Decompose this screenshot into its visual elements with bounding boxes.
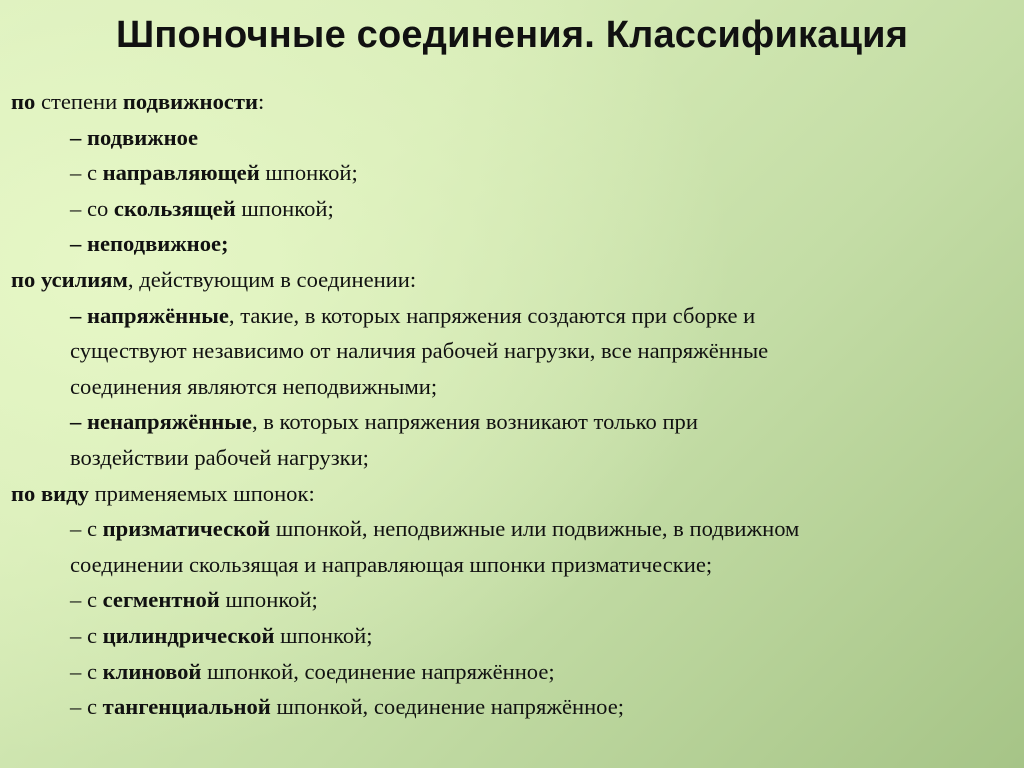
list-item bbox=[11, 511, 1016, 547]
text-run: шпонкой, соединение напряжённое; bbox=[270, 694, 625, 720]
bold-text: – напряжённые bbox=[70, 302, 229, 328]
slide-title: Шпоночные соединения. Классификация bbox=[115, 14, 909, 56]
text-run: воздействии рабочей нагрузки; bbox=[70, 444, 369, 470]
bold-text: подвижности bbox=[122, 89, 259, 114]
bold-text: по виду bbox=[11, 480, 89, 506]
list-item bbox=[11, 120, 1016, 156]
bold-text: тангенциальной bbox=[102, 694, 271, 720]
text-run: – с bbox=[70, 622, 103, 648]
classification-list bbox=[11, 84, 1016, 725]
text-run: – с bbox=[70, 658, 103, 684]
text-run: , такие, в которых напряжения создаются при сборке и bbox=[228, 302, 756, 328]
bold-text: – неподвижное; bbox=[70, 231, 229, 257]
text-run: – со bbox=[70, 195, 114, 221]
text-run: , действующим в соединении: bbox=[127, 266, 417, 292]
text-run: существуют независимо от наличия рабочей нагрузки, все напряжённые bbox=[70, 338, 769, 364]
bold-text: призматической bbox=[102, 516, 271, 542]
text-run: шпонкой; bbox=[235, 195, 334, 221]
text-run: – с bbox=[70, 587, 103, 613]
text-run: шпонкой; bbox=[274, 622, 373, 648]
bold-text: сегментной bbox=[102, 587, 220, 613]
list-item bbox=[11, 618, 1016, 654]
text-run: применяемых шпонок: bbox=[88, 480, 315, 506]
bold-text: по bbox=[11, 89, 36, 114]
list-item bbox=[11, 689, 1016, 725]
list-item bbox=[11, 404, 1016, 440]
text-run: соединении скользящая и направляющая шпонки призматические; bbox=[70, 551, 713, 577]
text-run: степени bbox=[35, 89, 123, 114]
text-run: шпонкой, соединение напряжённое; bbox=[201, 658, 555, 684]
bold-text: – ненапряжённые bbox=[70, 409, 252, 435]
bold-text: по усилиям bbox=[11, 266, 128, 292]
list-item bbox=[11, 191, 1016, 227]
bold-text: цилиндрической bbox=[102, 622, 275, 648]
text-run: шпонкой; bbox=[219, 587, 318, 613]
category-heading bbox=[11, 262, 1016, 298]
text-run: соединения являются неподвижными; bbox=[70, 373, 438, 399]
list-item bbox=[11, 369, 1016, 405]
category-heading bbox=[11, 84, 1016, 120]
list-item bbox=[11, 333, 1016, 369]
text-run: , в которых напряжения возникают только при bbox=[251, 409, 698, 435]
bold-text: – подвижное bbox=[70, 124, 198, 150]
list-item bbox=[11, 654, 1016, 690]
list-item bbox=[11, 582, 1016, 618]
bold-text: клиновой bbox=[102, 658, 202, 684]
text-run: – с bbox=[70, 516, 103, 542]
text-run: : bbox=[258, 89, 265, 114]
text-run: – с bbox=[70, 694, 103, 720]
bold-text: направляющей bbox=[102, 160, 260, 186]
list-item bbox=[11, 226, 1016, 262]
text-run: шпонкой; bbox=[259, 160, 358, 186]
list-item bbox=[11, 155, 1016, 191]
text-run: шпонкой, неподвижные или подвижные, в подвижном bbox=[270, 516, 800, 542]
bold-text: скользящей bbox=[113, 195, 236, 221]
category-heading bbox=[11, 476, 1016, 512]
list-item bbox=[11, 547, 1016, 583]
text-run: – с bbox=[70, 160, 103, 186]
list-item bbox=[11, 298, 1016, 334]
list-item bbox=[11, 440, 1016, 476]
